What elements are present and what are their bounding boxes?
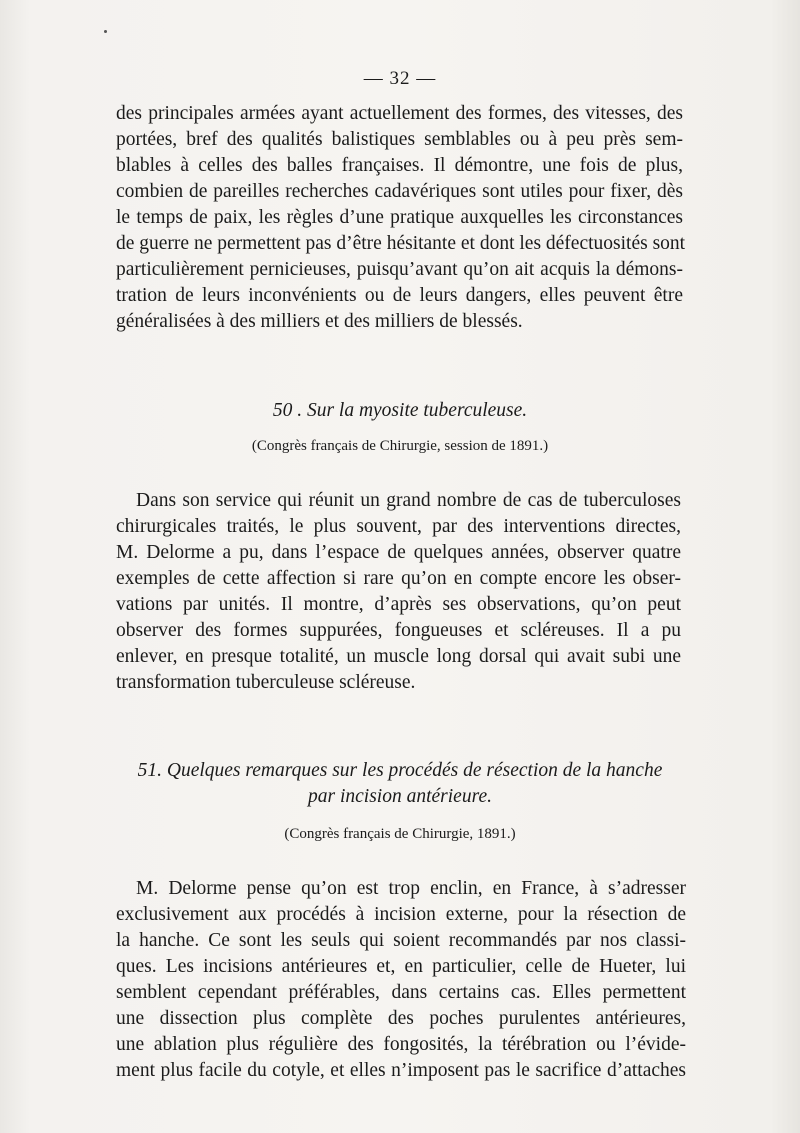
section-51-heading-line2: par incision antérieure.	[308, 786, 492, 807]
section-50-body-block	[116, 488, 681, 696]
section-title: . Sur la myosite tuberculeuse.	[297, 400, 528, 421]
text-line: une ablation plus régulière des fongosités, la térébration ou l’évide-	[116, 1034, 686, 1055]
text-line: combien de pareilles recherches cadavériques sont utiles pour fixer, dès	[116, 181, 683, 202]
text-line: une dissection plus complète des poches purulentes antérieures,	[116, 1008, 686, 1029]
intro-paragraph-block	[116, 101, 686, 335]
text-line: exemples de cette affection si rare qu’on en compte encore les obser-	[116, 568, 681, 589]
text-line: le temps de paix, les règles d’une pratique auxquelles les circonstances	[116, 207, 683, 228]
page-number: — 32 —	[363, 68, 437, 89]
section-title: Quelques remarques sur les procédés de résection de la hanche	[166, 760, 663, 781]
text-line: généralisées à des milliers et des milliers de blessés.	[116, 311, 523, 332]
text-line: particulièrement pernicieuses, puisqu’avant qu’on ait acquis la démons-	[116, 259, 683, 280]
section-50-paragraph	[116, 488, 681, 696]
text-line: de guerre ne permettent pas d’être hésitante et dont les défectuosités sont	[116, 233, 686, 254]
text-line: M. Delorme pense qu’on est trop enclin, en France, à s’adresser	[136, 878, 686, 899]
section-50-heading	[0, 400, 800, 422]
text-line: portées, bref des qualités balistiques semblables ou à peu près sem-	[116, 129, 683, 150]
section-number: 50	[272, 400, 293, 421]
text-line: Dans son service qui réunit un grand nombre de cas de tuberculoses	[136, 490, 681, 511]
text-line: blables à celles des balles françaises. Il démontre, une fois de plus,	[116, 155, 683, 176]
text-line: ment plus facile du cotyle, et elles n’imposent pas le sacrifice d’attaches	[116, 1060, 686, 1081]
text-line: la hanche. Ce sont les seuls qui soient recommandés par nos classi-	[116, 930, 686, 951]
text-line: observer des formes suppurées, fongueuses et scléreuses. Il a pu	[116, 620, 681, 641]
text-line: transformation tuberculeuse scléreuse.	[116, 672, 416, 693]
section-51-heading	[0, 760, 800, 782]
text-line: des principales armées ayant actuellement des formes, des vitesses, des	[116, 103, 683, 124]
section-51-paragraph	[116, 876, 686, 1084]
text-line: vations par unités. Il montre, d’après ses observations, qu’on peut	[116, 594, 681, 615]
text-line: chirurgicales traités, le plus souvent, par des interventions directes,	[116, 516, 681, 537]
section-51-source: (Congrès français de Chirurgie, 1891.)	[284, 826, 516, 842]
text-line: enlever, en presque totalité, un muscle long dorsal qui avait subi une	[116, 646, 681, 667]
section-51-body-block	[116, 876, 686, 1084]
intro-paragraph	[116, 101, 686, 335]
paper-speck	[104, 30, 107, 33]
text-line: exclusivement aux procédés à incision externe, pour la résection de	[116, 904, 686, 925]
text-line: ques. Les incisions antérieures et, en particulier, celle de Hueter, lui	[116, 956, 686, 977]
text-line: tration de leurs inconvénients ou de leurs dangers, elles peuvent être	[116, 285, 683, 306]
text-line: M. Delorme a pu, dans l’espace de quelques années, observer quatre	[116, 542, 681, 563]
section-number: 51.	[137, 760, 162, 781]
text-line: semblent cependant préférables, dans certains cas. Elles permettent	[116, 982, 686, 1003]
section-50-source: (Congrès français de Chirurgie, session de 1891.)	[251, 438, 549, 454]
